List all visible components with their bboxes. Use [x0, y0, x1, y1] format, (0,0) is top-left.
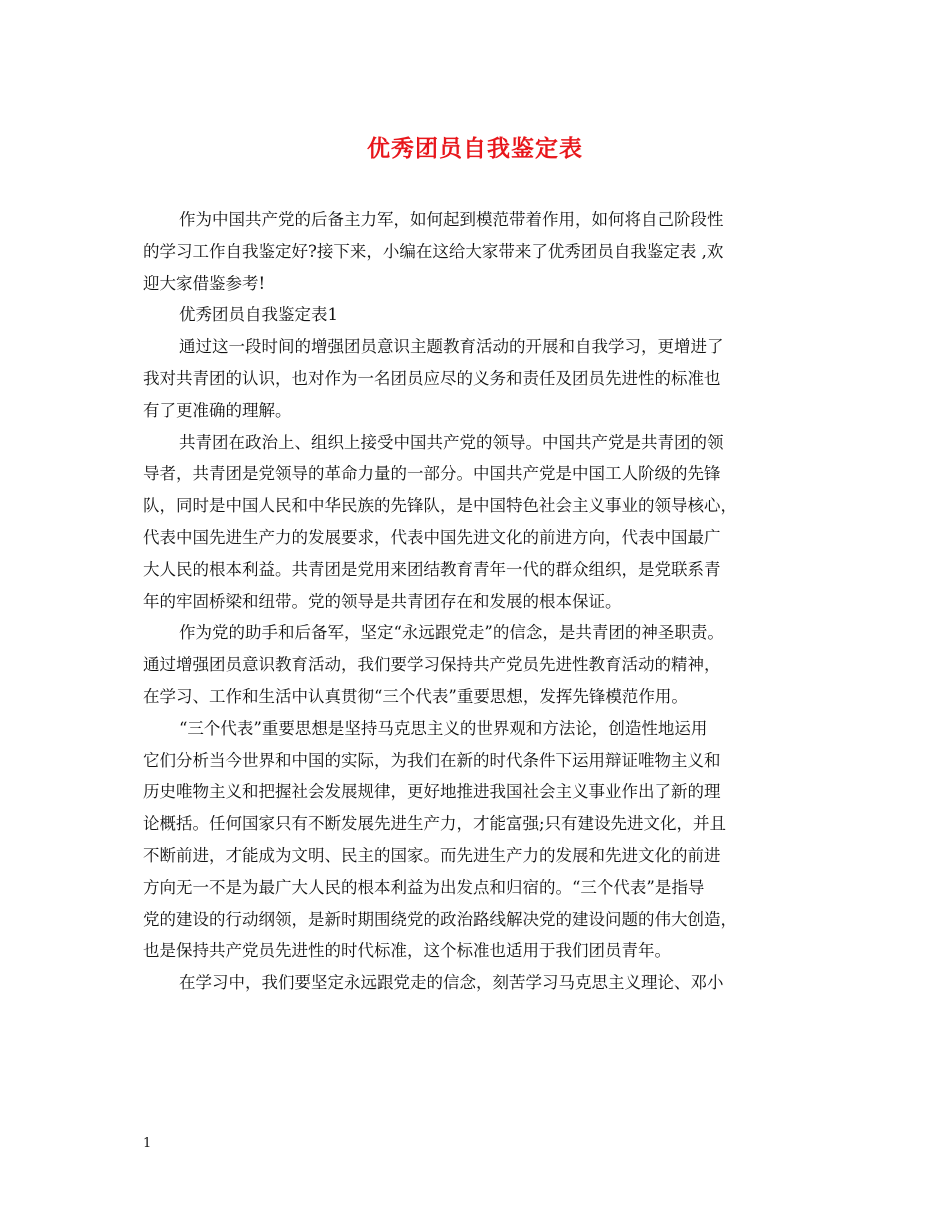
body-line: 迎大家借鉴参考!	[143, 273, 266, 293]
body-line: 大人民的根本利益。共青团是党用来团结教育青年一代的群众组织，是党联系青	[143, 559, 721, 579]
body-line: 我对共青团的认识，也对作为一名团员应尽的义务和责任及团员先进性的标准也	[143, 368, 721, 388]
body-line: 党的建设的行动纲领，是新时期围绕党的政治路线解决党的建设问题的伟大创造，	[143, 909, 737, 929]
body-line: 代表中国先进生产力的发展要求，代表中国先进文化的前进方向，代表中国最广	[143, 527, 721, 547]
body-line: 年的牢固桥梁和纽带。党的领导是共青团存在和发展的根本保证。	[143, 591, 622, 611]
body-line: 不断前进，才能成为文明、民主的国家。而先进生产力的发展和先进文化的前进	[143, 845, 721, 865]
body-line: 论概括。任何国家只有不断发展先进生产力，才能富强;只有建设先进文化，并且	[143, 814, 727, 834]
body-line: 导者，共青团是党领导的革命力量的一部分。中国共产党是中国工人阶级的先锋	[143, 464, 721, 484]
document-title: 优秀团员自我鉴定表	[367, 135, 583, 162]
body-line: 有了更准确的理解。	[143, 400, 292, 420]
body-line: 的学习工作自我鉴定好?接下来，小编在这给大家带来了优秀团员自我鉴定表 ,欢	[143, 241, 724, 261]
body-line: 方向无一不是为最广大人民的根本利益为出发点和归宿的。“三个代表”是指导	[143, 877, 705, 897]
body-line: 在学习中，我们要坚定永远跟党走的信念，刻苦学习马克思主义理论、邓小	[179, 973, 724, 993]
body-line: 队，同时是中国人民和中华民族的先锋队，是中国特色社会主义事业的领导核心，	[143, 496, 737, 516]
document-body	[143, 204, 823, 999]
body-line: 通过增强团员意识教育活动，我们要学习保持共产党员先进性教育活动的精神，	[143, 655, 721, 675]
body-line: 优秀团员自我鉴定表1	[179, 305, 338, 325]
body-line: 它们分析当今世界和中国的实际，为我们在新的时代条件下运用辩证唯物主义和	[143, 750, 721, 770]
body-line: “三个代表”重要思想是坚持马克思主义的世界观和方法论，创造性地运用	[179, 718, 708, 738]
body-line: 历史唯物主义和把握社会发展规律，更好地推进我国社会主义事业作出了新的理	[143, 782, 721, 802]
page-number: 1	[143, 1136, 152, 1151]
body-line: 作为中国共产党的后备主力军，如何起到模范带着作用，如何将自己阶段性	[179, 210, 724, 229]
body-line: 作为党的助手和后备军，坚定“永远跟党走”的信念，是共青团的神圣职责。	[179, 623, 724, 643]
body-line: 共青团在政治上、组织上接受中国共产党的领导。中国共产党是共青团的领	[179, 432, 724, 452]
body-line: 也是保持共产党员先进性的时代标准，这个标准也适用于我们团员青年。	[143, 941, 671, 961]
body-line: 通过这一段时间的增强团员意识主题教育活动的开展和自我学习，更增进了	[179, 337, 724, 357]
body-line: 在学习、工作和生活中认真贯彻“三个代表”重要思想，发挥先锋模范作用。	[143, 686, 688, 706]
